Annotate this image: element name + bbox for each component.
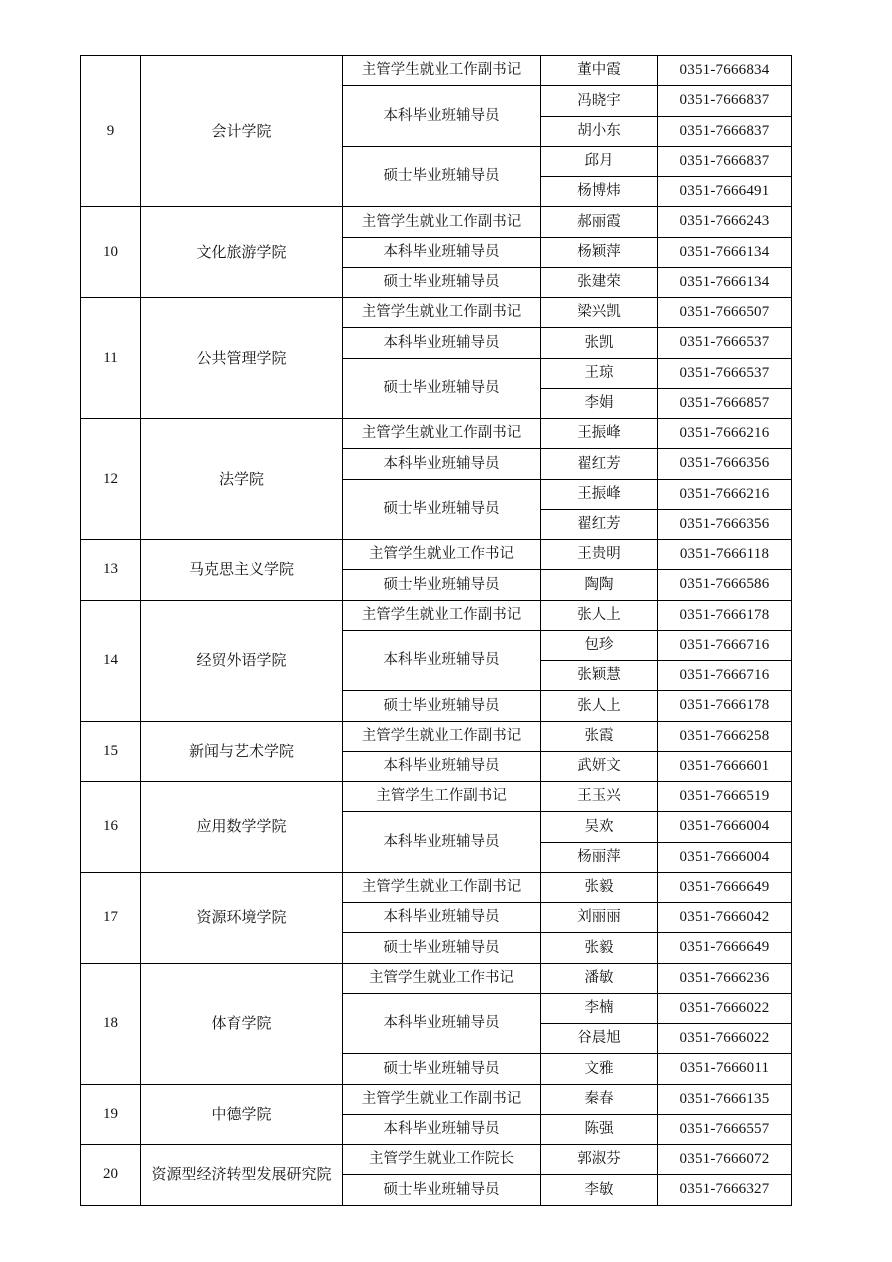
contact-phone: 0351-7666716 xyxy=(658,630,792,660)
college-name: 体育学院 xyxy=(141,963,343,1084)
role-title: 本科毕业班辅导员 xyxy=(343,812,541,873)
row-number: 14 xyxy=(81,600,141,721)
contact-name: 秦春 xyxy=(541,1084,658,1114)
contact-phone: 0351-7666537 xyxy=(658,358,792,388)
contact-phone: 0351-7666557 xyxy=(658,1114,792,1144)
contact-phone: 0351-7666586 xyxy=(658,570,792,600)
table-row xyxy=(81,540,792,570)
contact-phone: 0351-7666356 xyxy=(658,449,792,479)
contact-name: 王振峰 xyxy=(541,479,658,509)
contact-name: 冯晓宇 xyxy=(541,86,658,116)
contact-phone: 0351-7666216 xyxy=(658,419,792,449)
contact-phone: 0351-7666118 xyxy=(658,540,792,570)
contact-name: 刘丽丽 xyxy=(541,903,658,933)
contact-phone: 0351-7666649 xyxy=(658,872,792,902)
table-row xyxy=(81,963,792,993)
table-row xyxy=(81,1145,792,1175)
contact-phone: 0351-7666011 xyxy=(658,1054,792,1084)
contact-name: 郭淑芬 xyxy=(541,1145,658,1175)
contact-phone: 0351-7666491 xyxy=(658,177,792,207)
contact-name: 翟红芳 xyxy=(541,449,658,479)
role-title: 硕士毕业班辅导员 xyxy=(343,691,541,721)
contact-name: 杨颖萍 xyxy=(541,237,658,267)
contact-phone: 0351-7666004 xyxy=(658,812,792,842)
contact-phone: 0351-7666837 xyxy=(658,146,792,176)
contact-name: 张毅 xyxy=(541,872,658,902)
contact-phone: 0351-7666327 xyxy=(658,1175,792,1205)
table-row xyxy=(81,56,792,86)
contact-phone: 0351-7666601 xyxy=(658,751,792,781)
contact-name: 王振峰 xyxy=(541,419,658,449)
contact-name: 文雅 xyxy=(541,1054,658,1084)
contact-name: 张建荣 xyxy=(541,267,658,297)
contact-name: 李娟 xyxy=(541,388,658,418)
row-number: 15 xyxy=(81,721,141,782)
table-row xyxy=(81,600,792,630)
role-title: 本科毕业班辅导员 xyxy=(343,993,541,1054)
contact-table-body xyxy=(81,56,792,1206)
contact-name: 胡小东 xyxy=(541,116,658,146)
contact-name: 谷晨旭 xyxy=(541,1024,658,1054)
contact-name: 王贵明 xyxy=(541,540,658,570)
contact-phone: 0351-7666216 xyxy=(658,479,792,509)
contact-name: 邱月 xyxy=(541,146,658,176)
contact-phone: 0351-7666356 xyxy=(658,509,792,539)
contact-phone: 0351-7666507 xyxy=(658,298,792,328)
college-name: 新闻与艺术学院 xyxy=(141,721,343,782)
contact-name: 包珍 xyxy=(541,630,658,660)
college-name: 公共管理学院 xyxy=(141,298,343,419)
contact-phone: 0351-7666649 xyxy=(658,933,792,963)
contact-name: 潘敏 xyxy=(541,963,658,993)
role-title: 硕士毕业班辅导员 xyxy=(343,933,541,963)
contact-phone: 0351-7666072 xyxy=(658,1145,792,1175)
row-number: 9 xyxy=(81,56,141,207)
contact-name: 郝丽霞 xyxy=(541,207,658,237)
role-title: 主管学生就业工作副书记 xyxy=(343,207,541,237)
role-title: 主管学生就业工作副书记 xyxy=(343,419,541,449)
table-row xyxy=(81,207,792,237)
contact-name: 吴欢 xyxy=(541,812,658,842)
contact-phone: 0351-7666134 xyxy=(658,267,792,297)
role-title: 主管学生就业工作副书记 xyxy=(343,721,541,751)
role-title: 本科毕业班辅导员 xyxy=(343,903,541,933)
contact-name: 张毅 xyxy=(541,933,658,963)
contact-phone: 0351-7666243 xyxy=(658,207,792,237)
contact-name: 李敏 xyxy=(541,1175,658,1205)
contact-phone: 0351-7666537 xyxy=(658,328,792,358)
college-name: 文化旅游学院 xyxy=(141,207,343,298)
contact-phone: 0351-7666134 xyxy=(658,237,792,267)
role-title: 本科毕业班辅导员 xyxy=(343,237,541,267)
contact-name: 翟红芳 xyxy=(541,509,658,539)
role-title: 主管学生就业工作院长 xyxy=(343,1145,541,1175)
role-title: 硕士毕业班辅导员 xyxy=(343,1175,541,1205)
role-title: 硕士毕业班辅导员 xyxy=(343,146,541,207)
contact-phone: 0351-7666716 xyxy=(658,661,792,691)
college-name: 应用数学学院 xyxy=(141,782,343,873)
college-name: 资源型经济转型发展研究院 xyxy=(141,1145,343,1206)
contact-name: 武妍文 xyxy=(541,751,658,781)
contact-phone: 0351-7666834 xyxy=(658,56,792,86)
row-number: 20 xyxy=(81,1145,141,1206)
row-number: 12 xyxy=(81,419,141,540)
contact-name: 张人上 xyxy=(541,600,658,630)
contact-phone: 0351-7666837 xyxy=(658,86,792,116)
contact-phone: 0351-7666519 xyxy=(658,782,792,812)
row-number: 18 xyxy=(81,963,141,1084)
table-row xyxy=(81,298,792,328)
contact-phone: 0351-7666022 xyxy=(658,993,792,1023)
contact-phone: 0351-7666135 xyxy=(658,1084,792,1114)
role-title: 本科毕业班辅导员 xyxy=(343,630,541,691)
role-title: 主管学生工作副书记 xyxy=(343,782,541,812)
table-row xyxy=(81,872,792,902)
contact-phone: 0351-7666857 xyxy=(658,388,792,418)
contact-name: 陈强 xyxy=(541,1114,658,1144)
role-title: 本科毕业班辅导员 xyxy=(343,1114,541,1144)
row-number: 16 xyxy=(81,782,141,873)
contact-name: 董中霞 xyxy=(541,56,658,86)
contact-phone: 0351-7666837 xyxy=(658,116,792,146)
contact-phone: 0351-7666004 xyxy=(658,842,792,872)
row-number: 11 xyxy=(81,298,141,419)
contact-name: 张凯 xyxy=(541,328,658,358)
contact-name: 张颖慧 xyxy=(541,661,658,691)
role-title: 主管学生就业工作书记 xyxy=(343,540,541,570)
role-title: 主管学生就业工作副书记 xyxy=(343,56,541,86)
role-title: 本科毕业班辅导员 xyxy=(343,86,541,147)
role-title: 本科毕业班辅导员 xyxy=(343,751,541,781)
contact-name: 陶陶 xyxy=(541,570,658,600)
role-title: 本科毕业班辅导员 xyxy=(343,449,541,479)
row-number: 17 xyxy=(81,872,141,963)
role-title: 硕士毕业班辅导员 xyxy=(343,479,541,540)
table-row xyxy=(81,782,792,812)
table-row xyxy=(81,1084,792,1114)
college-name: 会计学院 xyxy=(141,56,343,207)
contact-name: 张人上 xyxy=(541,691,658,721)
role-title: 硕士毕业班辅导员 xyxy=(343,267,541,297)
row-number: 13 xyxy=(81,540,141,601)
table-row xyxy=(81,721,792,751)
row-number: 10 xyxy=(81,207,141,298)
role-title: 主管学生就业工作副书记 xyxy=(343,872,541,902)
contact-name: 王玉兴 xyxy=(541,782,658,812)
contact-table xyxy=(80,55,792,1206)
contact-name: 梁兴凯 xyxy=(541,298,658,328)
contact-phone: 0351-7666236 xyxy=(658,963,792,993)
role-title: 主管学生就业工作书记 xyxy=(343,963,541,993)
college-name: 马克思主义学院 xyxy=(141,540,343,601)
contact-phone: 0351-7666178 xyxy=(658,600,792,630)
row-number: 19 xyxy=(81,1084,141,1145)
role-title: 硕士毕业班辅导员 xyxy=(343,570,541,600)
role-title: 硕士毕业班辅导员 xyxy=(343,358,541,419)
contact-phone: 0351-7666258 xyxy=(658,721,792,751)
contact-name: 杨博炜 xyxy=(541,177,658,207)
college-name: 中德学院 xyxy=(141,1084,343,1145)
contact-phone: 0351-7666022 xyxy=(658,1024,792,1054)
role-title: 硕士毕业班辅导员 xyxy=(343,1054,541,1084)
role-title: 主管学生就业工作副书记 xyxy=(343,1084,541,1114)
college-name: 法学院 xyxy=(141,419,343,540)
role-title: 主管学生就业工作副书记 xyxy=(343,298,541,328)
college-name: 经贸外语学院 xyxy=(141,600,343,721)
table-row xyxy=(81,419,792,449)
role-title: 本科毕业班辅导员 xyxy=(343,328,541,358)
contact-name: 杨丽萍 xyxy=(541,842,658,872)
contact-name: 张霞 xyxy=(541,721,658,751)
role-title: 主管学生就业工作副书记 xyxy=(343,600,541,630)
contact-phone: 0351-7666178 xyxy=(658,691,792,721)
contact-name: 王琼 xyxy=(541,358,658,388)
contact-name: 李楠 xyxy=(541,993,658,1023)
college-name: 资源环境学院 xyxy=(141,872,343,963)
contact-phone: 0351-7666042 xyxy=(658,903,792,933)
